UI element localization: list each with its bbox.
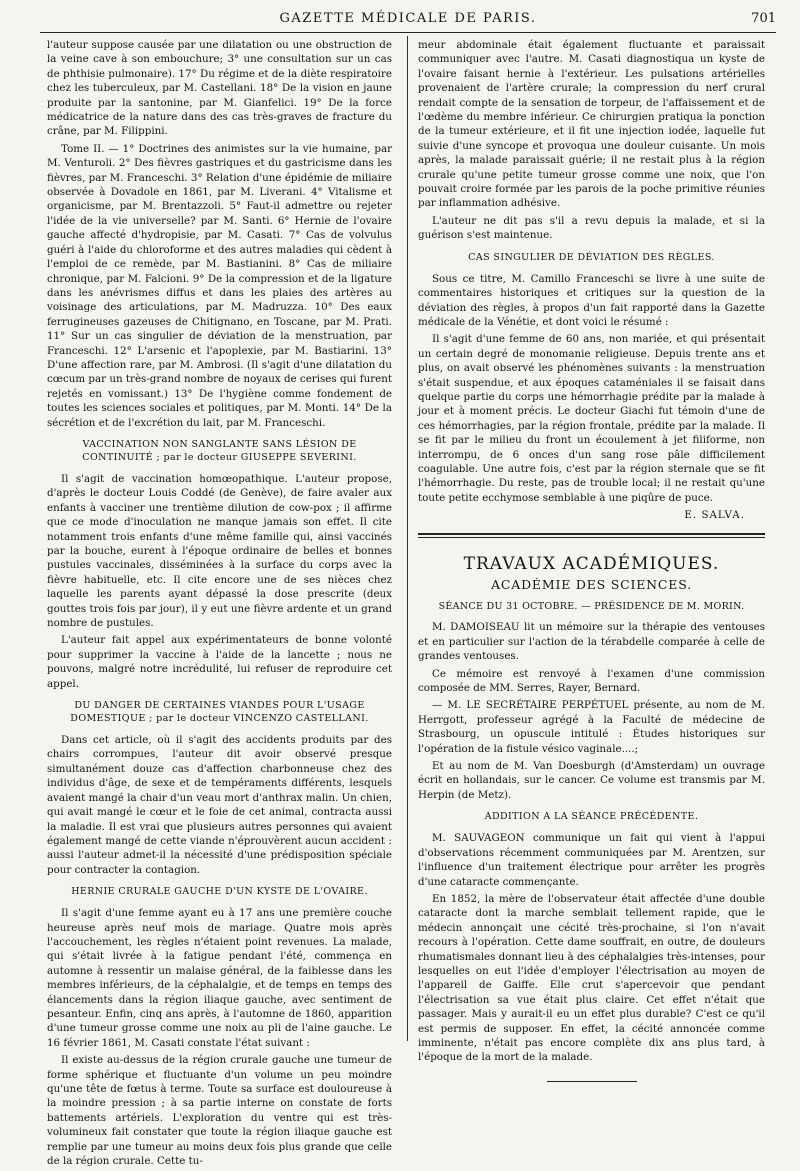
end-rule <box>547 1081 637 1082</box>
session-line: SÉANCE DU 31 OCTOBRE. — PRÉSIDENCE DE M. MORIN. <box>438 601 745 612</box>
section-divider <box>418 533 765 538</box>
section-title: ADDITION A LA SÉANCE PRÉCÉDENTE. <box>484 811 699 823</box>
section-title: VACCINATION NON SANGLANTE SANS LÉSION DE CONTINUITÉ ; par le docteur GIUSEPPE SEVERINI. <box>82 438 357 463</box>
section-title: CAS SINGULIER DE DÉVIATION DES RÈGLES. <box>468 251 715 263</box>
paragraph: Il s'agit d'une femme de 60 ans, non mariée, et qui présentait un certain degré de monomanie religieuse. Depuis trente ans et plus, on avait observé les phénomènes suivants : la menstruation s'était suspendue, et aux époques cataméniales il se faisait dans quelque partie du corps une hémorrhagie prédite par la malade à jour et à moment précis. Le docteur Giachi fut témoin d'une de ces hémorrhagies, par la région frontale, prédite par la malade. Il se fit par le milieu du front un écoulement à jet filiforme, non interrompu, de 6 onces d'un sang rose pâle difficilement coagulable. Une autre fois, c'est par la région sternale que se fit l'hémorrhagie. Du reste, pas de trouble local; il ne restait qu'une toute petite ecchymose semblable à une piqûre de puce. <box>418 333 765 504</box>
paragraph: Sous ce titre, M. Camillo Franceschi se livre à une suite de commentaires historiques et critiques sur la question de la déviation des règles, à propos d'un fait rapporté dans la Gazette médicale de la Vénétie, et dont voici le résumé : <box>418 272 765 328</box>
section-title: DU DANGER DE CERTAINES VIANDES POUR L'USAGE DOMESTIQUE ; par le docteur VINCENZO CASTELLANI. <box>70 700 369 725</box>
paragraph: — M. LE SECRÉTAIRE PERPÉTUEL présente, au nom de M. Herrgott, professeur agrégé à la Faculté de médecine de Strasbourg, un opuscule intitulé : Études historiques sur l'opération de la fistule vésico vaginale....; <box>418 699 765 755</box>
paragraph: Il existe au-dessus de la région crurale gauche une tumeur de forme sphérique et fluctuante d'un volume un peu moindre qu'une tête de fœtus à terme. Toute sa surface est douloureuse à la moindre pression ; à sa partie interne on constate de forts battements artériels. L'exploration du ventre qui est très-volumineux fait constater que toute la région iliaque gauche est remplie par une tumeur au moins deux fois plus grande que celle de la région crurale. Cette tu- <box>47 1054 392 1168</box>
paragraph: L'auteur fait appel aux expérimentateurs de bonne volonté pour supprimer la vaccine à l'aide de la lancette ; nous ne pouvons, malgré notre incrédulité, lui refuser de reproduire cet appel. <box>47 634 392 690</box>
column-divider <box>407 36 408 1041</box>
page-header <box>40 6 776 33</box>
paragraph: Ce mémoire est renvoyé à l'examen d'une commission composée de MM. Serres, Rayer, Bernard. <box>418 667 765 695</box>
paragraph: Dans cet article, où il s'agit des accidents produits par des chairs corrompues, l'auteur dit avoir observé presque simultanément douze cas d'affection charbonneuse chez des individus d'âge, de sexe et de tempéraments différents, lesquels avaient mangé la chair d'un veau mort d'anthrax malin. Un chien, qui avait mangé le cœur et le foie de cet animal, contracta aussi la maladie. Il est vrai que plusieurs autres personnes qui avaient également mangé de cette viande n'éprouvèrent aucun accident : aussi l'auteur admet-il la nécessité d'une prédisposition spéciale pour contracter la contagion. <box>47 734 392 876</box>
page-number: 701 <box>751 11 776 26</box>
paragraph: Et au nom de M. Van Doesburgh (d'Amsterdam) un ouvrage écrit en hollandais, sur le cancer. Ce volume est transmis par M. Herpin (de Metz). <box>418 760 765 801</box>
section-title: HERNIE CRURALE GAUCHE D'UN KYSTE DE L'OVAIRE. <box>71 886 368 898</box>
journal-title: GAZETTE MÉDICALE DE PARIS. <box>279 11 537 26</box>
paragraph: Il s'agit de vaccination homœopathique. L'auteur propose, d'après le docteur Louis Coddé (de Genève), de faire avaler aux enfants à vacciner une trentième dilution de cow-pox ; il affirme que ce mode d'inoculation ne manque jamais son effet. Il cite notamment trois enfants d'une même famille qui, ainsi vaccinés par la bouche, eurent à l'époque ordinaire de belles et bonnes pustules vaccinales, disséminées à la surface du corps avec la fièvre habituelle, etc. Il cite encore une de ses nièces chez laquelle les parents ayant dépassé la dose prescrite (deux gouttes trois fois par jour), il y eut une fièvre ardente et un grand nombre de pustules. <box>47 472 392 630</box>
paragraph: Tome II. — 1° Doctrines des animistes sur la vie humaine, par M. Venturoli. 2° Des fièvres gastriques et du gastricisme dans les fièvres, par M. Franceschi. 3° Relation d'une épidémie de miliaire observée à Dovadole en 1861, par M. Liverani. 4° Vitalisme et organicisme, par M. Brentazzoli. 5° Faut-il admettre ou rejeter l'idée de la vie universelle? par M. Santi. 6° Hernie de l'ovaire gauche affecté d'hydropisie, par M. Casati. 7° Cas de volvulus guéri à l'aide du chloroforme et des autres maladies qui cèdent à l'emploi de ce remède, par M. Bastianini. 8° Cas de miliaire chronique, par M. Falcioni. 9° De la compression et de la ligature dans les anévrismes diffus et dans les plaies des artères au voisinage des articulations, par M. Madruzza. 10° Des eaux ferrugineuses gazeuses de Chitignano, en Toscane, par M. Prati. 11° Sur un cas singulier de déviation de la menstruation, par Franceschi. 12° L'arsenic et l'apoplexie, par M. Bastiarini. 13° D'une affection rare, par M. Ambrosi. (Il s'agit d'une dilatation du cœcum par un très-grand nombre de noyaux de cerises qui furent rejetés en vomissant.) 13° De l'hygiène comme fondement de toutes les sciences sociales et politiques, par M. Monti. 14° De la sécrétion et de l'excrétion du lait, par M. Franceschi. <box>47 142 392 429</box>
author-signature: E. SALVA. <box>684 509 745 522</box>
paragraph: M. DAMOISEAU lit un mémoire sur la thérapie des ventouses et en particulier sur l'action de la térabdelle comparée à celle de grandes ventouses. <box>418 621 765 663</box>
paragraph: En 1852, la mère de l'observateur était affectée d'une double cataracte dont la marche semblait tellement rapide, que le médecin annonçait une cécité très-prochaine, si l'on n'avait recours à l'opération. Cette dame souffrait, en outre, de douleurs rhumatismales donnant lieu à des céphalalgies très-intenses, pour lesquelles on eut l'idée d'employer l'électrisation au moyen de l'appareil de Gaiffe. Elle crut s'apercevoir que pendant l'électrisation sa vue était plus claire. Cet effet n'était que passager. Mais y aurait-il eu un effet plus durable? C'est ce qu'il est permis de supposer. En effet, la cécité annoncée comme imminente, n'était pas encore complète dix ans plus tard, à l'époque de la mort de la malade. <box>418 892 765 1064</box>
section-subheading: ACADÉMIE DES SCIENCES. <box>491 576 692 592</box>
paragraph: meur abdominale était également fluctuante et paraissait communiquer avec l'autre. M. Casati diagnostiqua un kyste de l'ovaire faisant hernie à l'extérieur. Les pulsations artérielles provenaient de l'artère crurale; la compression du nerf crural rendait compte de la sensation de torpeur, de l'affaissement et de l'œdème du membre inférieur. Ce chirurgien pratiqua la ponction de la tumeur extérieure, et il fit une injection iodée, laquelle fut suivie d'une syncope et provoqua une douleur cuisante. Un mois après, la malade paraissait guérie; il ne restait plus à la région crurale qu'une petite tumeur grosse comme une noix, que l'on pouvait croire formée par les parois de la poche primitive réunies par inflammation adhésive. <box>418 39 765 210</box>
right-column <box>418 38 765 1082</box>
paragraph: M. SAUVAGEON communique un fait qui vient à l'appui d'observations récemment communiquées par M. Arentzen, sur l'influence d'un traitement électrique pour arrêter les progrès d'une cataracte commençante. <box>418 832 765 888</box>
left-column <box>47 38 392 1171</box>
section-heading: TRAVAUX ACADÉMIQUES. <box>463 553 720 574</box>
paragraph: L'auteur ne dit pas s'il a revu depuis la malade, et si la guérison s'est maintenue. <box>418 214 765 242</box>
paragraph: l'auteur suppose causée par une dilatation ou une obstruction de la veine cave à son embouchure; 3° une consultation sur un cas de phthisie pulmonaire). 17° Du régime et de la diète respiratoire chez les tuberculeux, par M. Castellani. 18° De la vision en jaune produite par la santonine, par M. Gianfelici. 19° De la force médicatrice de la nature dans des cas très-graves de fracture du crâne, par M. Filippini. <box>47 39 392 138</box>
paragraph: Il s'agit d'une femme ayant eu à 17 ans une première couche heureuse après neuf mois de mariage. Quatre mois après l'accouchement, les règles n'étaient point revenues. La malade, qui s'était livrée à la fatigue pendant l'été, commença en automne à ressentir un malaise général, de la faiblesse dans les membres inférieurs, de la céphalalgie, et de temps en temps des élancements dans la région iliaque gauche, avec sentiment de pesanteur. Enfin, cinq ans après, à l'automne de 1860, apparition d'une tumeur grosse comme une noix au pli de l'aine gauche. Le 16 février 1861, M. Casati constate l'état suivant : <box>47 907 392 1049</box>
